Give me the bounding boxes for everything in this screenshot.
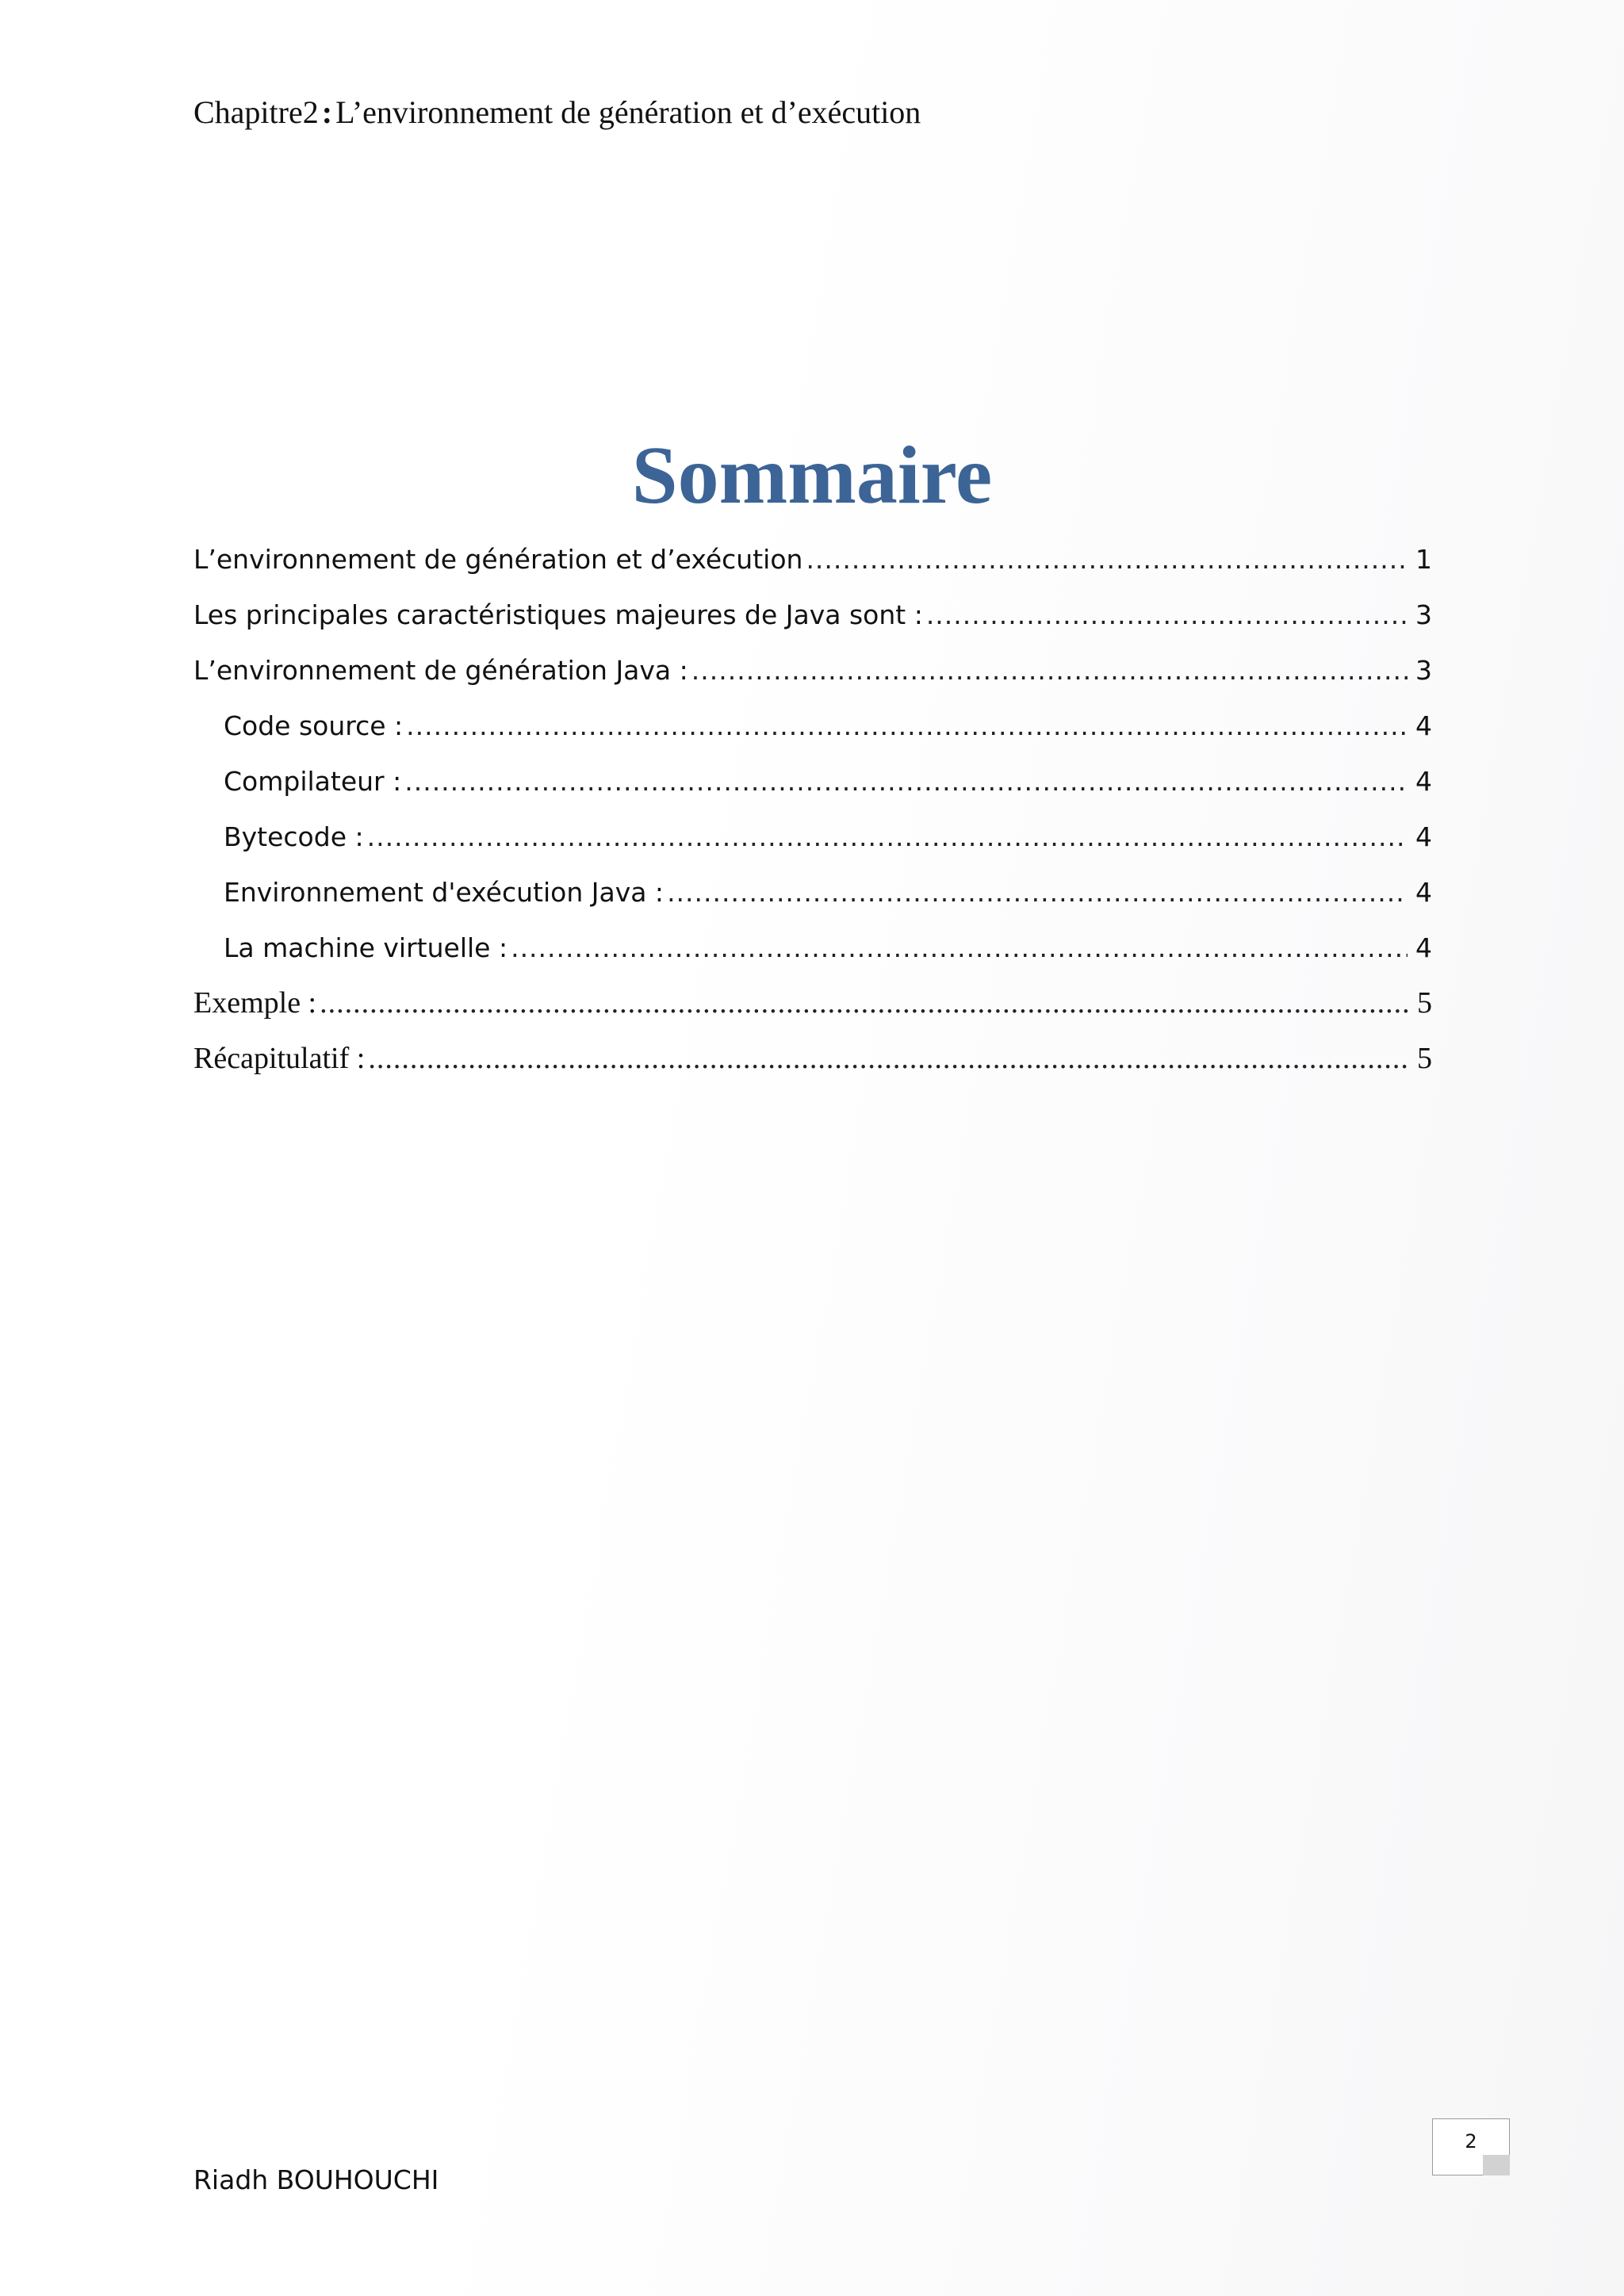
toc-entry-label: Exemple : <box>193 986 317 1020</box>
toc-entry-label: L’environnement de génération Java : <box>193 654 688 686</box>
toc-entry-page: 5 <box>1417 986 1432 1020</box>
toc-entry-label: Les principales caractéristiques majeures de Java sont : <box>193 599 923 630</box>
toc-dot-leader <box>368 1041 1409 1076</box>
toc-entry-page: 4 <box>1415 821 1432 852</box>
page-header <box>193 94 921 131</box>
toc-entry-page: 3 <box>1415 599 1432 630</box>
toc-entry[interactable] <box>193 642 1432 698</box>
toc-dot-leader <box>511 932 1408 963</box>
toc-entry-label: La machine virtuelle : <box>224 932 508 963</box>
toc-entry[interactable] <box>193 587 1432 642</box>
toc-dot-leader <box>806 544 1408 575</box>
toc-dot-leader <box>406 710 1408 741</box>
page-footer-author: Riadh BOUHOUCHI <box>193 2164 439 2195</box>
toc-entry[interactable] <box>193 1031 1432 1086</box>
toc-subentry[interactable] <box>193 809 1432 864</box>
toc-entry-label: Code source : <box>224 710 404 741</box>
toc-entry-page: 4 <box>1415 932 1432 963</box>
toc-dot-leader <box>320 985 1409 1020</box>
toc-dot-leader <box>404 766 1408 797</box>
toc-entry-page: 3 <box>1415 654 1432 686</box>
toc-subentry[interactable] <box>193 698 1432 753</box>
toc-entry[interactable] <box>193 531 1432 587</box>
toc-entry-label: Récapitulatif : <box>193 1042 366 1075</box>
toc-entry-label: Bytecode : <box>224 821 364 852</box>
chapter-colon: : <box>321 94 333 130</box>
toc-dot-leader <box>926 599 1408 630</box>
page-number: 2 <box>1465 2130 1477 2152</box>
toc-entry-page: 4 <box>1415 710 1432 741</box>
toc-dot-leader <box>367 821 1408 852</box>
toc-dot-leader <box>667 877 1408 908</box>
toc-dot-leader <box>691 655 1408 686</box>
toc-entry-label: Compilateur : <box>224 765 402 797</box>
page-title: Sommaire <box>631 430 993 521</box>
toc-entry-label: L’environnement de génération et d’exécution <box>193 543 803 575</box>
toc-entry-page: 1 <box>1415 543 1432 575</box>
toc-entry-page: 4 <box>1415 876 1432 908</box>
chapter-label: Chapitre2 <box>193 94 319 130</box>
toc-entry-page: 5 <box>1417 1042 1432 1075</box>
folded-corner-shadow <box>1483 2155 1510 2175</box>
page-number-box <box>1432 2118 1510 2175</box>
table-of-contents <box>193 531 1432 1086</box>
toc-entry-label: Environnement d'exécution Java : <box>224 876 665 908</box>
chapter-subtitle: L’environnement de génération et d’exécution <box>335 94 921 130</box>
toc-subentry[interactable] <box>193 864 1432 920</box>
toc-entry-page: 4 <box>1415 765 1432 797</box>
toc-entry[interactable] <box>193 975 1432 1031</box>
toc-subentry[interactable] <box>193 753 1432 809</box>
toc-subentry[interactable] <box>193 920 1432 975</box>
